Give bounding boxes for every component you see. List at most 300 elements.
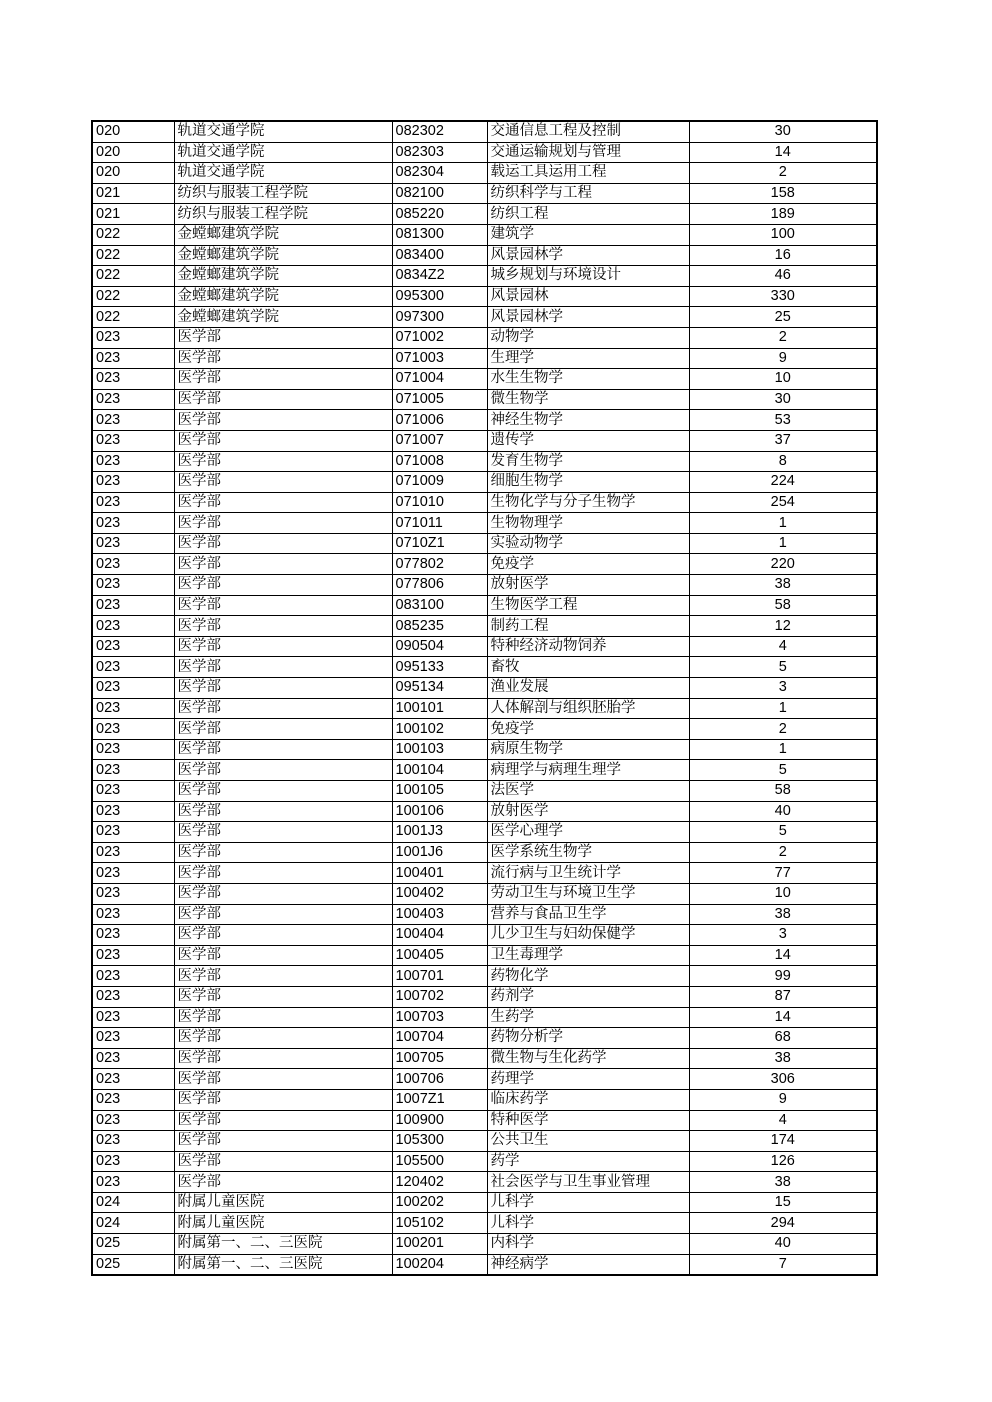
dept-name-cell: 纺织与服装工程学院 [174,204,392,225]
dept-name-cell: 医学部 [174,1172,392,1193]
quota-cell: 1 [689,698,877,719]
dept-code-cell: 023 [92,1028,174,1049]
table-row [92,245,877,266]
dept-code-cell: 023 [92,1048,174,1069]
dept-name-cell: 医学部 [174,1151,392,1172]
major-name-cell: 药物分析学 [487,1028,689,1049]
dept-name-cell: 医学部 [174,616,392,637]
dept-name-cell: 医学部 [174,1069,392,1090]
table-row [92,863,877,884]
major-name-cell: 社会医学与卫生事业管理 [487,1172,689,1193]
quota-cell: 9 [689,348,877,369]
dept-name-cell: 医学部 [174,925,392,946]
major-name-cell: 特种经济动物饲养 [487,636,689,657]
major-name-cell: 城乡规划与环境设计 [487,266,689,287]
major-name-cell: 交通运输规划与管理 [487,142,689,163]
quota-cell: 2 [689,163,877,184]
dept-name-cell: 医学部 [174,554,392,575]
major-code-cell: 100105 [392,781,487,802]
major-code-cell: 120402 [392,1172,487,1193]
table-body [92,121,877,1275]
dept-code-cell: 023 [92,472,174,493]
table-row [92,430,877,451]
quota-cell: 14 [689,945,877,966]
major-name-cell: 特种医学 [487,1110,689,1131]
table-row [92,492,877,513]
quota-cell: 10 [689,369,877,390]
table-row [92,1213,877,1234]
major-code-cell: 100103 [392,739,487,760]
quota-cell: 87 [689,986,877,1007]
major-name-cell: 畜牧 [487,657,689,678]
quota-cell: 294 [689,1213,877,1234]
dept-code-cell: 023 [92,575,174,596]
major-code-cell: 090504 [392,636,487,657]
dept-code-cell: 020 [92,121,174,142]
major-code-cell: 100403 [392,904,487,925]
table-row [92,286,877,307]
quota-cell: 158 [689,183,877,204]
major-code-cell: 100106 [392,801,487,822]
dept-code-cell: 023 [92,616,174,637]
major-code-cell: 1001J3 [392,822,487,843]
major-name-cell: 风景园林学 [487,307,689,328]
major-name-cell: 载运工具运用工程 [487,163,689,184]
dept-code-cell: 023 [92,348,174,369]
major-code-cell: 100706 [392,1069,487,1090]
dept-code-cell: 023 [92,719,174,740]
major-name-cell: 神经病学 [487,1254,689,1275]
major-code-cell: 100402 [392,883,487,904]
table-row [92,781,877,802]
table-row [92,307,877,328]
major-name-cell: 渔业发展 [487,678,689,699]
table-row [92,986,877,1007]
dept-code-cell: 023 [92,657,174,678]
major-name-cell: 微生物学 [487,389,689,410]
major-name-cell: 神经生物学 [487,410,689,431]
quota-cell: 3 [689,925,877,946]
dept-name-cell: 医学部 [174,1028,392,1049]
major-code-cell: 105102 [392,1213,487,1234]
major-name-cell: 营养与食品卫生学 [487,904,689,925]
major-code-cell: 100705 [392,1048,487,1069]
table-row [92,657,877,678]
major-name-cell: 遗传学 [487,430,689,451]
major-name-cell: 建筑学 [487,224,689,245]
dept-name-cell: 医学部 [174,822,392,843]
major-code-cell: 0710Z1 [392,533,487,554]
major-name-cell: 生药学 [487,1007,689,1028]
table-row [92,883,877,904]
major-name-cell: 实验动物学 [487,533,689,554]
major-code-cell: 100201 [392,1234,487,1255]
dept-code-cell: 022 [92,286,174,307]
dept-name-cell: 医学部 [174,451,392,472]
dept-code-cell: 023 [92,327,174,348]
dept-code-cell: 021 [92,183,174,204]
major-name-cell: 细胞生物学 [487,472,689,493]
table-row [92,739,877,760]
major-code-cell: 100102 [392,719,487,740]
dept-code-cell: 025 [92,1234,174,1255]
major-code-cell: 071006 [392,410,487,431]
quota-cell: 10 [689,883,877,904]
quota-cell: 4 [689,1110,877,1131]
dept-name-cell: 金螳螂建筑学院 [174,245,392,266]
major-name-cell: 药剂学 [487,986,689,1007]
major-code-cell: 071008 [392,451,487,472]
major-code-cell: 100702 [392,986,487,1007]
dept-code-cell: 023 [92,369,174,390]
dept-name-cell: 医学部 [174,986,392,1007]
quota-cell: 15 [689,1192,877,1213]
quota-cell: 2 [689,719,877,740]
table-row [92,204,877,225]
major-name-cell: 风景园林 [487,286,689,307]
major-code-cell: 071007 [392,430,487,451]
major-name-cell: 生物物理学 [487,513,689,534]
table-row [92,945,877,966]
table-row [92,595,877,616]
table-row [92,410,877,431]
dept-name-cell: 医学部 [174,348,392,369]
quota-cell: 40 [689,1234,877,1255]
dept-name-cell: 医学部 [174,883,392,904]
table-row [92,163,877,184]
major-code-cell: 1007Z1 [392,1089,487,1110]
table-row [92,348,877,369]
table-row [92,1007,877,1028]
quota-cell: 30 [689,389,877,410]
major-code-cell: 0834Z2 [392,266,487,287]
dept-code-cell: 023 [92,595,174,616]
table-row [92,616,877,637]
quota-cell: 99 [689,966,877,987]
major-code-cell: 083400 [392,245,487,266]
dept-name-cell: 医学部 [174,513,392,534]
dept-name-cell: 医学部 [174,678,392,699]
quota-cell: 5 [689,760,877,781]
major-code-cell: 071005 [392,389,487,410]
quota-cell: 12 [689,616,877,637]
major-code-cell: 077806 [392,575,487,596]
quota-cell: 1 [689,739,877,760]
major-name-cell: 纺织科学与工程 [487,183,689,204]
dept-code-cell: 022 [92,224,174,245]
major-name-cell: 卫生毒理学 [487,945,689,966]
table-row [92,451,877,472]
dept-code-cell: 023 [92,678,174,699]
table-row [92,1048,877,1069]
table-row [92,472,877,493]
dept-name-cell: 医学部 [174,801,392,822]
dept-code-cell: 023 [92,636,174,657]
major-code-cell: 083100 [392,595,487,616]
major-code-cell: 100401 [392,863,487,884]
dept-code-cell: 023 [92,410,174,431]
major-code-cell: 071010 [392,492,487,513]
dept-name-cell: 金螳螂建筑学院 [174,224,392,245]
quota-cell: 189 [689,204,877,225]
table-row [92,760,877,781]
major-code-cell: 100405 [392,945,487,966]
major-name-cell: 临床药学 [487,1089,689,1110]
dept-name-cell: 医学部 [174,1048,392,1069]
dept-name-cell: 医学部 [174,863,392,884]
major-code-cell: 095133 [392,657,487,678]
major-code-cell: 095134 [392,678,487,699]
quota-cell: 9 [689,1089,877,1110]
major-code-cell: 100404 [392,925,487,946]
quota-cell: 77 [689,863,877,884]
major-code-cell: 077802 [392,554,487,575]
dept-name-cell: 医学部 [174,472,392,493]
dept-code-cell: 020 [92,163,174,184]
major-code-cell: 082100 [392,183,487,204]
quota-cell: 58 [689,781,877,802]
quota-cell: 14 [689,142,877,163]
table-row [92,1110,877,1131]
major-name-cell: 医学系统生物学 [487,842,689,863]
major-name-cell: 劳动卫生与环境卫生学 [487,883,689,904]
dept-code-cell: 024 [92,1213,174,1234]
dept-code-cell: 022 [92,307,174,328]
quota-cell: 38 [689,1048,877,1069]
quota-cell: 37 [689,430,877,451]
major-code-cell: 082304 [392,163,487,184]
quota-cell: 5 [689,657,877,678]
table-row [92,513,877,534]
dept-code-cell: 020 [92,142,174,163]
dept-code-cell: 023 [92,1089,174,1110]
major-code-cell: 095300 [392,286,487,307]
dept-code-cell: 023 [92,945,174,966]
table-row [92,842,877,863]
table-row [92,121,877,142]
quota-cell: 254 [689,492,877,513]
major-name-cell: 药理学 [487,1069,689,1090]
table-row [92,678,877,699]
major-code-cell: 1001J6 [392,842,487,863]
dept-code-cell: 023 [92,1151,174,1172]
dept-code-cell: 023 [92,739,174,760]
dept-code-cell: 023 [92,1172,174,1193]
major-code-cell: 085220 [392,204,487,225]
dept-name-cell: 医学部 [174,760,392,781]
dept-name-cell: 医学部 [174,719,392,740]
major-code-cell: 071002 [392,327,487,348]
table-row [92,966,877,987]
major-name-cell: 公共卫生 [487,1131,689,1152]
quota-cell: 58 [689,595,877,616]
table-row [92,698,877,719]
major-name-cell: 药物化学 [487,966,689,987]
dept-code-cell: 023 [92,863,174,884]
dept-name-cell: 医学部 [174,1089,392,1110]
dept-name-cell: 医学部 [174,739,392,760]
major-name-cell: 交通信息工程及控制 [487,121,689,142]
table-row [92,224,877,245]
quota-cell: 3 [689,678,877,699]
quota-cell: 1 [689,533,877,554]
quota-cell: 330 [689,286,877,307]
dept-code-cell: 023 [92,533,174,554]
dept-name-cell: 医学部 [174,904,392,925]
dept-name-cell: 附属儿童医院 [174,1213,392,1234]
table-row [92,554,877,575]
major-code-cell: 100900 [392,1110,487,1131]
major-code-cell: 100704 [392,1028,487,1049]
dept-name-cell: 轨道交通学院 [174,121,392,142]
dept-name-cell: 医学部 [174,698,392,719]
table-row [92,1089,877,1110]
dept-name-cell: 医学部 [174,595,392,616]
major-name-cell: 医学心理学 [487,822,689,843]
dept-code-cell: 023 [92,1131,174,1152]
dept-name-cell: 医学部 [174,533,392,554]
dept-name-cell: 医学部 [174,1110,392,1131]
table-row [92,533,877,554]
major-code-cell: 100204 [392,1254,487,1275]
quota-cell: 16 [689,245,877,266]
dept-code-cell: 023 [92,966,174,987]
quota-cell: 68 [689,1028,877,1049]
dept-code-cell: 023 [92,389,174,410]
dept-name-cell: 医学部 [174,575,392,596]
dept-code-cell: 023 [92,760,174,781]
table-row [92,636,877,657]
dept-name-cell: 医学部 [174,842,392,863]
dept-name-cell: 附属第一、二、三医院 [174,1234,392,1255]
dept-code-cell: 023 [92,801,174,822]
major-code-cell: 100104 [392,760,487,781]
dept-name-cell: 轨道交通学院 [174,163,392,184]
dept-code-cell: 023 [92,1069,174,1090]
dept-code-cell: 023 [92,1007,174,1028]
major-name-cell: 病理学与病理生理学 [487,760,689,781]
major-name-cell: 儿科学 [487,1192,689,1213]
table-row [92,1151,877,1172]
dept-name-cell: 医学部 [174,327,392,348]
dept-code-cell: 023 [92,925,174,946]
major-name-cell: 动物学 [487,327,689,348]
dept-name-cell: 医学部 [174,781,392,802]
major-name-cell: 水生生物学 [487,369,689,390]
table-row [92,369,877,390]
major-name-cell: 放射医学 [487,801,689,822]
dept-name-cell: 医学部 [174,966,392,987]
dept-name-cell: 医学部 [174,369,392,390]
quota-cell: 46 [689,266,877,287]
major-name-cell: 内科学 [487,1234,689,1255]
dept-name-cell: 医学部 [174,1131,392,1152]
major-code-cell: 097300 [392,307,487,328]
major-code-cell: 100701 [392,966,487,987]
table-row [92,1172,877,1193]
table-row [92,1131,877,1152]
quota-cell: 38 [689,904,877,925]
table-row [92,142,877,163]
dept-code-cell: 023 [92,1110,174,1131]
quota-cell: 38 [689,1172,877,1193]
table-row [92,925,877,946]
major-name-cell: 制药工程 [487,616,689,637]
major-name-cell: 生理学 [487,348,689,369]
quota-cell: 4 [689,636,877,657]
major-code-cell: 071011 [392,513,487,534]
table-row [92,1028,877,1049]
quota-cell: 1 [689,513,877,534]
table-row [92,801,877,822]
dept-code-cell: 023 [92,842,174,863]
major-code-cell: 071009 [392,472,487,493]
dept-code-cell: 021 [92,204,174,225]
dept-name-cell: 医学部 [174,389,392,410]
major-name-cell: 微生物与生化药学 [487,1048,689,1069]
dept-code-cell: 023 [92,698,174,719]
major-code-cell: 081300 [392,224,487,245]
quota-cell: 100 [689,224,877,245]
quota-cell: 53 [689,410,877,431]
dept-name-cell: 金螳螂建筑学院 [174,266,392,287]
major-code-cell: 100101 [392,698,487,719]
dept-name-cell: 医学部 [174,636,392,657]
major-name-cell: 人体解剖与组织胚胎学 [487,698,689,719]
table-row [92,1192,877,1213]
quota-cell: 25 [689,307,877,328]
major-name-cell: 免疫学 [487,719,689,740]
table-row [92,822,877,843]
quota-cell: 38 [689,575,877,596]
quota-cell: 220 [689,554,877,575]
quota-cell: 40 [689,801,877,822]
dept-name-cell: 医学部 [174,430,392,451]
major-code-cell: 105500 [392,1151,487,1172]
table-row [92,266,877,287]
quota-cell: 126 [689,1151,877,1172]
dept-code-cell: 022 [92,266,174,287]
major-name-cell: 发育生物学 [487,451,689,472]
major-code-cell: 105300 [392,1131,487,1152]
quota-cell: 14 [689,1007,877,1028]
table-row [92,719,877,740]
dept-name-cell: 附属第一、二、三医院 [174,1254,392,1275]
quota-cell: 2 [689,842,877,863]
dept-name-cell: 纺织与服装工程学院 [174,183,392,204]
major-code-cell: 082303 [392,142,487,163]
table-row [92,389,877,410]
dept-code-cell: 023 [92,822,174,843]
major-name-cell: 病原生物学 [487,739,689,760]
dept-code-cell: 023 [92,554,174,575]
dept-name-cell: 附属儿童医院 [174,1192,392,1213]
major-code-cell: 085235 [392,616,487,637]
dept-code-cell: 023 [92,430,174,451]
major-name-cell: 放射医学 [487,575,689,596]
dept-name-cell: 金螳螂建筑学院 [174,286,392,307]
dept-code-cell: 023 [92,883,174,904]
dept-name-cell: 轨道交通学院 [174,142,392,163]
table-row [92,1234,877,1255]
dept-name-cell: 医学部 [174,657,392,678]
major-name-cell: 纺织工程 [487,204,689,225]
major-name-cell: 儿科学 [487,1213,689,1234]
dept-name-cell: 医学部 [174,945,392,966]
major-name-cell: 儿少卫生与妇幼保健学 [487,925,689,946]
quota-cell: 7 [689,1254,877,1275]
major-code-cell: 071004 [392,369,487,390]
